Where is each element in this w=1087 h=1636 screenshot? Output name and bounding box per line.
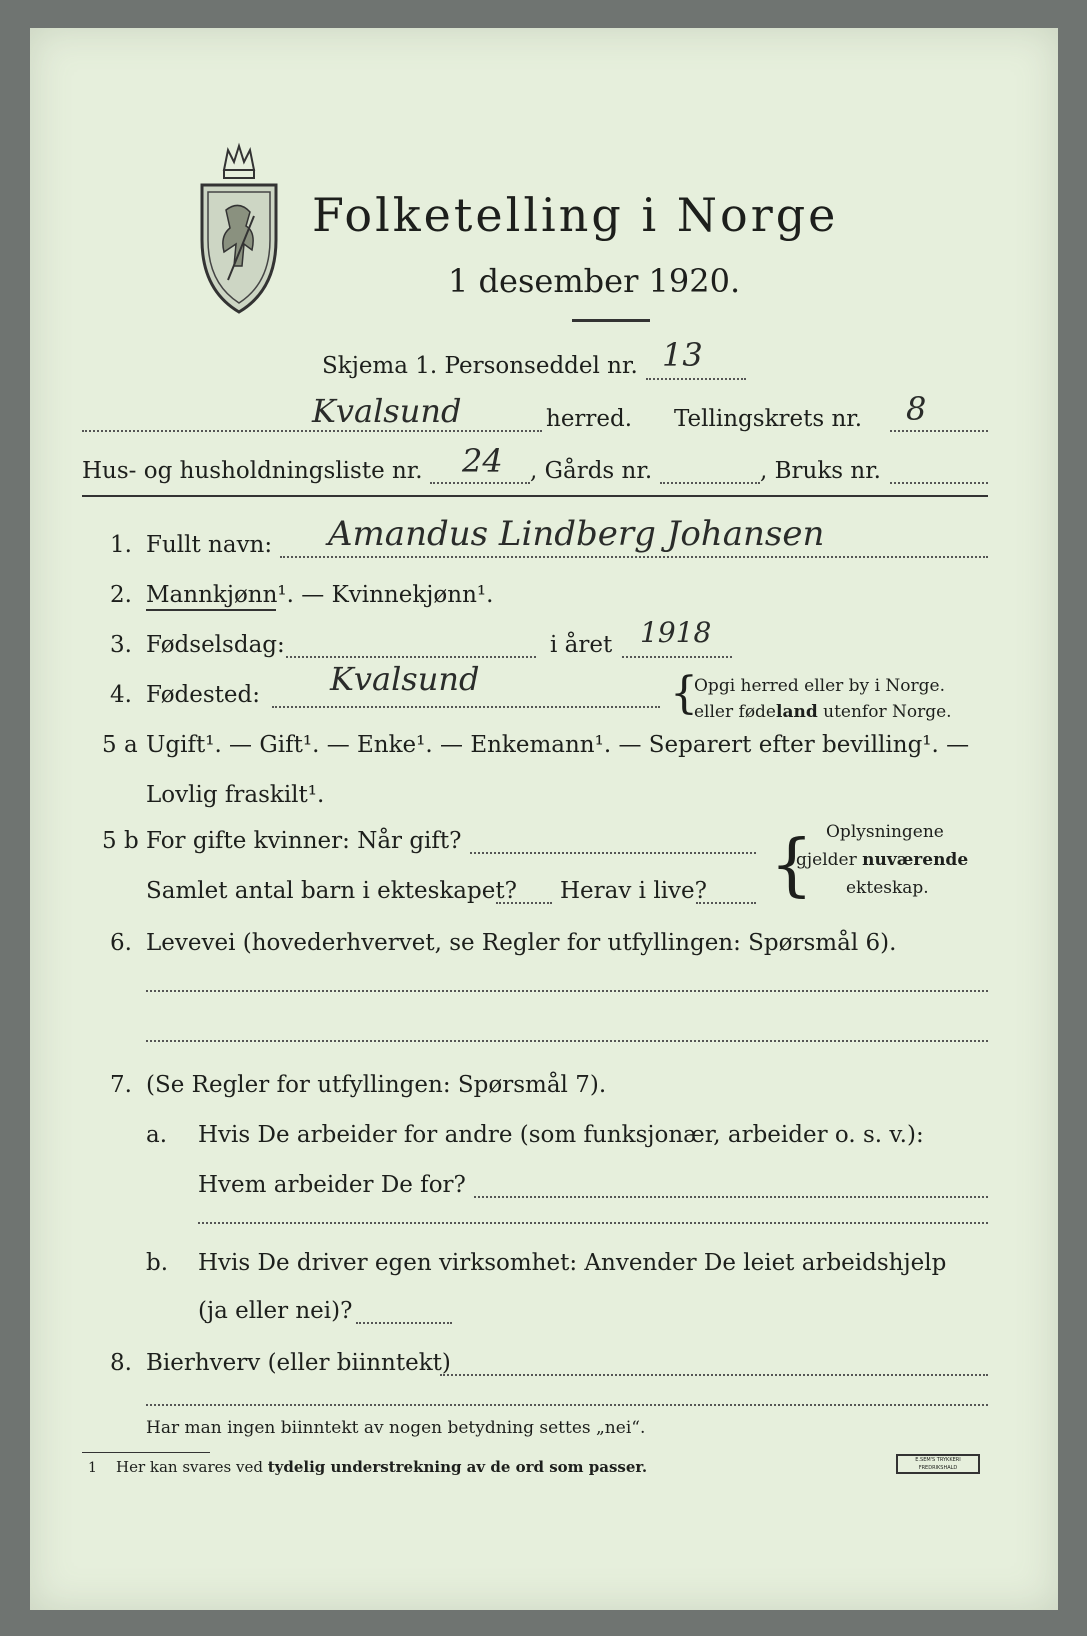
q4-line [272,706,660,708]
q5a-marital-options-2: Lovlig fraskilt¹. [146,782,325,808]
coat-of-arms-icon [194,140,284,320]
q7a-line-2 [198,1222,988,1224]
bruks-label: , Bruks nr. [760,458,881,484]
q3-year-value: 1918 [640,616,712,649]
q5b-note-2: gjelder nuværende [796,850,969,870]
q3-label: Fødselsdag: [146,632,285,658]
q2-underline-mannkjonn [146,609,276,611]
footnote-text: Her kan svares ved tydelig understrekning av de ord som passer. [116,1458,648,1476]
q5b-number: 5 b [102,828,139,854]
q2-number: 2. [110,582,132,608]
q5b-note-3: ekteskap. [846,878,929,898]
gards-label: , Gårds nr. [530,458,653,484]
q3-year-label: i året [550,632,613,658]
tellingskrets-label: Tellingskrets nr. [674,406,863,432]
biinntekt-note: Har man ingen biinntekt av nogen betydning settes „nei“. [146,1418,646,1438]
q8-number: 8. [110,1350,132,1376]
herred-label: herred. [546,406,633,432]
q7b-number: b. [146,1250,169,1276]
q5b-alive-line [696,902,756,904]
q5b-children-label: Samlet antal barn i ekteskapet? [146,878,517,904]
q7a-label: Hvis De arbeider for andre (som funksjonær, arbeider o. s. v.): [198,1122,924,1148]
q1-label: Fullt navn: [146,532,273,558]
q5b-brace: { [770,826,814,905]
q5b-married-line [470,852,756,854]
q1-line [280,556,988,558]
q5a-marital-options: Ugift¹. — Gift¹. — Enke¹. — Enkemann¹. — Separert efter bevilling¹. — [146,732,970,758]
q7b-label-2: (ja eller nei)? [198,1298,353,1324]
q7a-number: a. [146,1122,168,1148]
gards-line [660,482,760,484]
q8-line-1 [440,1374,988,1376]
q5b-note-1: Oplysningene [826,822,944,842]
q7-number: 7. [110,1072,132,1098]
q3-number: 3. [110,632,132,658]
husholdningsliste-label: Hus- og husholdningsliste nr. [82,458,423,484]
q7b-label: Hvis De driver egen virksomhet: Anvender De leiet arbeidshjelp [198,1250,947,1276]
q5a-number: 5 a [102,732,138,758]
q1-number: 1. [110,532,132,558]
footnote-rule [82,1452,210,1453]
bruks-line [890,482,988,484]
q2-gender-options: Mannkjønn¹. — Kvinnekjønn¹. [146,582,494,608]
tellingskrets-value: 8 [906,390,927,428]
footnote-number: 1 [88,1460,97,1476]
q3-birthday-line [286,656,536,658]
q5b-label: For gifte kvinner: Når gift? [146,828,462,854]
q8-line-2 [146,1404,988,1406]
q5b-children-line [496,902,552,904]
q5b-alive-label: Herav i live? [560,878,707,904]
husholdningsliste-value: 24 [462,442,503,480]
form-title: Folketelling i Norge [312,188,839,242]
q3-year-line [622,656,732,658]
q7a-line-1 [474,1196,988,1198]
q4-birthplace-value: Kvalsund [330,660,480,698]
q6-line-2 [146,1040,988,1042]
q7-label: (Se Regler for utfyllingen: Spørsmål 7). [146,1072,607,1098]
q4-brace: { [670,668,698,719]
census-form [30,28,1058,1610]
q7a-label-2: Hvem arbeider De for? [198,1172,466,1198]
herred-value: Kvalsund [312,392,462,430]
personseddel-line [646,378,746,380]
q6-label: Levevei (hovederhvervet, se Regler for utfyllingen: Spørsmål 6). [146,930,897,956]
q6-number: 6. [110,930,132,956]
husholdningsliste-line [430,482,530,484]
q7b-line [356,1322,452,1324]
personseddel-value: 13 [662,336,703,374]
q6-line-1 [146,990,988,992]
personseddel-label: Skjema 1. Personseddel nr. [322,353,638,379]
header-rule [82,495,988,497]
tellingskrets-line [890,430,988,432]
title-divider [572,319,650,322]
herred-line [82,430,542,432]
q4-label: Fødested: [146,682,261,708]
q4-note-2: eller fødeland utenfor Norge. [694,702,952,722]
q8-label: Bierhverv (eller biinntekt) [146,1350,451,1376]
printer-stamp: E.SEM'S TRYKKERI FREDRIKSHALD [896,1454,980,1474]
q4-note-1: Opgi herred eller by i Norge. [694,676,945,696]
form-date: 1 desember 1920. [448,262,741,300]
q4-number: 4. [110,682,132,708]
q1-name-value: Amandus Lindberg Johansen [328,514,825,554]
